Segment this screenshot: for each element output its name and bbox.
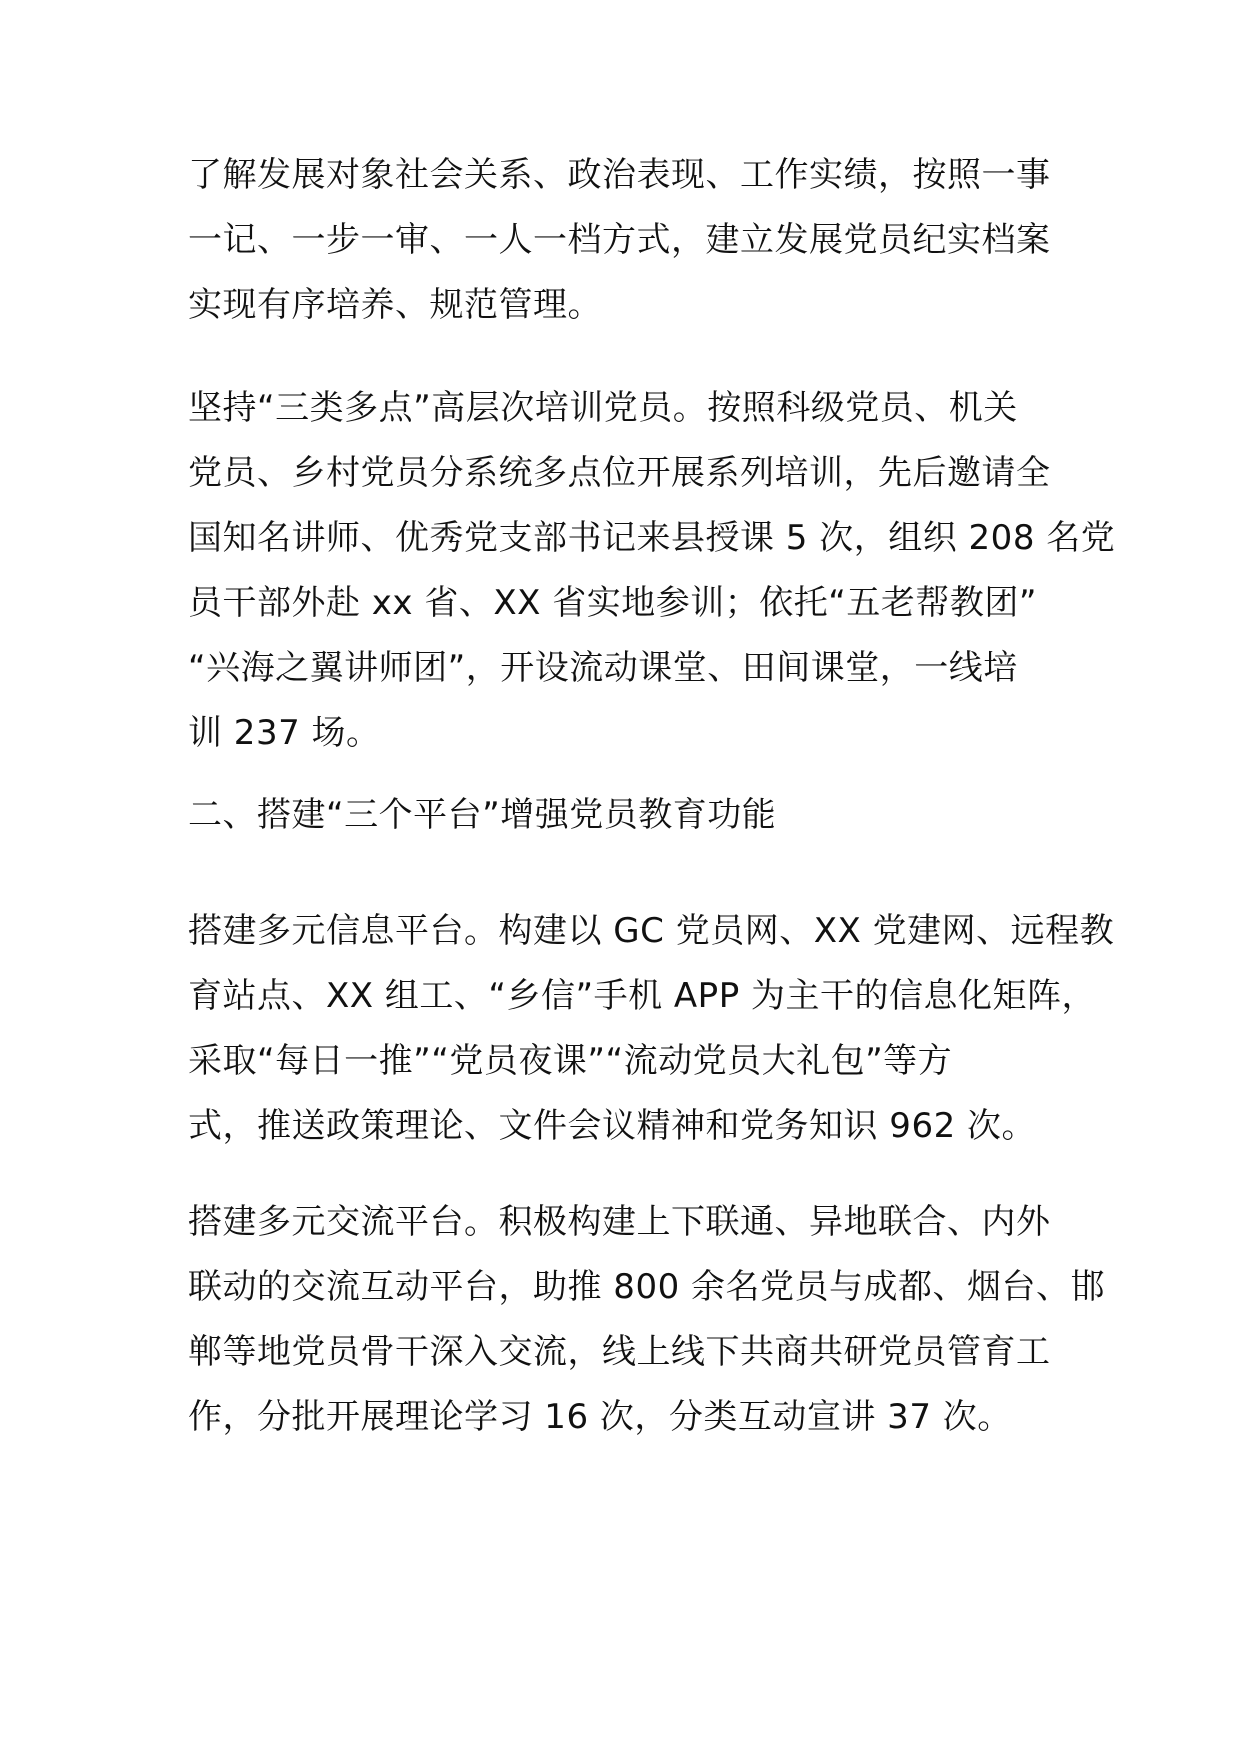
heading-line: 二、搭建“三个平台”增强党员教育功能 xyxy=(188,795,777,835)
text-line: 联动的交流互动平台，助推 800 余名党员与成都、烟台、邯 xyxy=(188,1267,1106,1307)
text-line: 搭建多元信息平台。构建以 GC 党员网、XX 党建网、远程教 xyxy=(188,911,1115,951)
text-line: “兴海之翼讲师团”，开设流动课堂、田间课堂，一线培 xyxy=(188,648,1018,688)
text-line: 郸等地党员骨干深入交流，线上线下共商共研党员管育工 xyxy=(188,1332,1051,1372)
text-line: 训 237 场。 xyxy=(188,713,381,753)
text-line: 国知名讲师、优秀党支部书记来县授课 5 次，组织 208 名党 xyxy=(188,518,1116,558)
text-line: 实现有序培养、规范管理。 xyxy=(188,285,602,325)
text-line: 一记、一步一审、一人一档方式，建立发展党员纪实档案 xyxy=(188,220,1051,260)
paragraph-information-platform xyxy=(188,899,1115,1159)
section-heading xyxy=(188,783,1068,848)
text-line: 采取“每日一推”“党员夜课”“流动党员大礼包”等方 xyxy=(188,1041,953,1081)
text-line: 搭建多元交流平台。积极构建上下联通、异地联合、内外 xyxy=(188,1202,1051,1242)
paragraph-development-archive xyxy=(188,143,1068,338)
text-line: 员干部外赴 xx 省、XX 省实地参训；依托“五老帮教团” xyxy=(188,583,1037,623)
paragraph-exchange-platform xyxy=(188,1190,1106,1450)
text-line: 育站点、XX 组工、“乡信”手机 APP 为主干的信息化矩阵， xyxy=(188,976,1096,1016)
text-line: 坚持“三类多点”高层次培训党员。按照科级党员、机关 xyxy=(188,388,1018,428)
text-line: 作，分批开展理论学习 16 次，分类互动宣讲 37 次。 xyxy=(188,1397,1012,1437)
text-line: 了解发展对象社会关系、政治表现、工作实绩，按照一事 xyxy=(188,155,1051,195)
paragraph-training xyxy=(188,376,1116,766)
text-line: 式，推送政策理论、文件会议精神和党务知识 962 次。 xyxy=(188,1106,1037,1146)
text-line: 党员、乡村党员分系统多点位开展系列培训，先后邀请全 xyxy=(188,453,1051,493)
